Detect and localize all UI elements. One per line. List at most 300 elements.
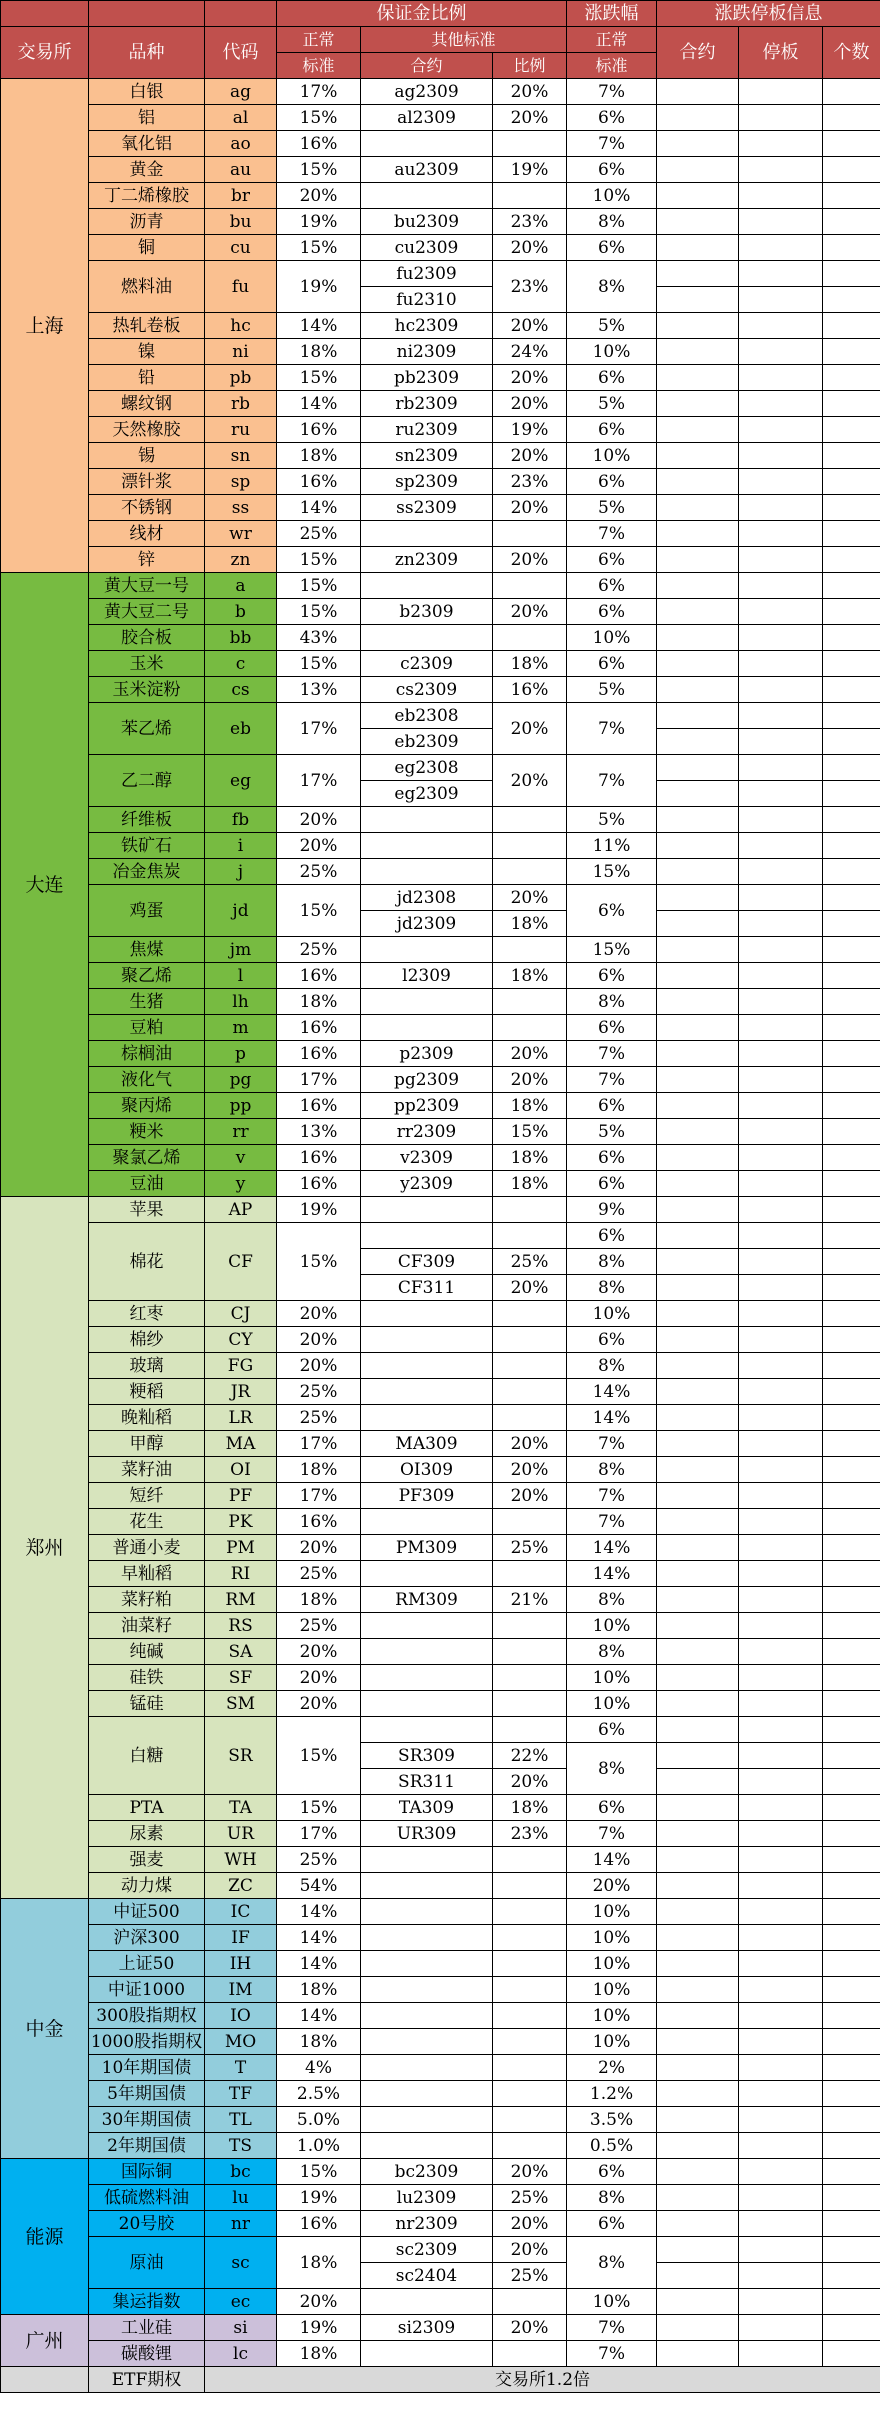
contract-cell bbox=[361, 1379, 493, 1405]
contract-cell bbox=[361, 807, 493, 833]
margin-normal: 18% bbox=[277, 2029, 361, 2055]
contract-ratio bbox=[493, 521, 567, 547]
limit-normal: 5% bbox=[567, 1119, 657, 1145]
info-contract-cell bbox=[657, 157, 739, 183]
variety-code: pp bbox=[205, 1093, 277, 1119]
info-halt-cell bbox=[739, 209, 823, 235]
info-contract-cell bbox=[657, 625, 739, 651]
info-contract-cell bbox=[657, 1015, 739, 1041]
contract-cell bbox=[361, 1015, 493, 1041]
footer-note: 交易所1.2倍 bbox=[205, 2367, 880, 2393]
limit-normal: 7% bbox=[567, 1483, 657, 1509]
contract-cell: p2309 bbox=[361, 1041, 493, 1067]
contract-ratio: 20% bbox=[493, 313, 567, 339]
info-halt-cell bbox=[739, 1405, 823, 1431]
info-contract-cell bbox=[657, 1353, 739, 1379]
table-row bbox=[1, 1899, 880, 1925]
info-contract-cell bbox=[657, 1509, 739, 1535]
contract-ratio: 20% bbox=[493, 2159, 567, 2185]
info-halt-cell bbox=[739, 339, 823, 365]
info-contract-cell bbox=[657, 1977, 739, 2003]
info-halt-cell bbox=[739, 1639, 823, 1665]
info-halt-cell bbox=[739, 963, 823, 989]
info-count-cell bbox=[823, 495, 880, 521]
variety-name: 白银 bbox=[89, 79, 205, 105]
variety-code: UR bbox=[205, 1821, 277, 1847]
contract-cell bbox=[361, 1691, 493, 1717]
variety-name: 生猪 bbox=[89, 989, 205, 1015]
margin-normal: 15% bbox=[277, 365, 361, 391]
margin-normal: 14% bbox=[277, 391, 361, 417]
contract-cell: eb2309 bbox=[361, 729, 493, 755]
contract-ratio: 25% bbox=[493, 1249, 567, 1275]
margin-normal: 17% bbox=[277, 1067, 361, 1093]
limit-normal: 10% bbox=[567, 1613, 657, 1639]
contract-ratio: 20% bbox=[493, 755, 567, 807]
contract-ratio bbox=[493, 1639, 567, 1665]
info-count-cell bbox=[823, 183, 880, 209]
info-count-cell bbox=[823, 1067, 880, 1093]
contract-ratio: 25% bbox=[493, 1535, 567, 1561]
variety-code: a bbox=[205, 573, 277, 599]
variety-name: PTA bbox=[89, 1795, 205, 1821]
info-contract-cell bbox=[657, 1899, 739, 1925]
margin-normal: 16% bbox=[277, 1145, 361, 1171]
info-contract-cell bbox=[657, 469, 739, 495]
info-halt-cell bbox=[739, 755, 823, 781]
limit-normal: 7% bbox=[567, 2341, 657, 2367]
variety-name: 锡 bbox=[89, 443, 205, 469]
info-contract-cell bbox=[657, 1405, 739, 1431]
variety-name: 原油 bbox=[89, 2237, 205, 2289]
contract-ratio: 18% bbox=[493, 911, 567, 937]
variety-code: sp bbox=[205, 469, 277, 495]
info-contract-cell bbox=[657, 599, 739, 625]
variety-name: 聚氯乙烯 bbox=[89, 1145, 205, 1171]
contract-cell: lu2309 bbox=[361, 2185, 493, 2211]
variety-name: 粳米 bbox=[89, 1119, 205, 1145]
info-contract-cell bbox=[657, 521, 739, 547]
variety-name: 5年期国债 bbox=[89, 2081, 205, 2107]
variety-name: 碳酸锂 bbox=[89, 2341, 205, 2367]
limit-normal: 15% bbox=[567, 937, 657, 963]
contract-cell: PF309 bbox=[361, 1483, 493, 1509]
margin-normal: 1.0% bbox=[277, 2133, 361, 2159]
variety-name: 1000股指期权 bbox=[89, 2029, 205, 2055]
info-halt-cell bbox=[739, 521, 823, 547]
margin-normal: 54% bbox=[277, 1873, 361, 1899]
info-contract-cell bbox=[657, 2289, 739, 2315]
info-contract-cell bbox=[657, 1535, 739, 1561]
info-contract-cell bbox=[657, 1093, 739, 1119]
info-contract-cell bbox=[657, 1665, 739, 1691]
contract-cell: UR309 bbox=[361, 1821, 493, 1847]
table-row bbox=[1, 1873, 880, 1899]
limit-normal: 8% bbox=[567, 261, 657, 313]
info-contract-cell bbox=[657, 2055, 739, 2081]
contract-ratio: 20% bbox=[493, 1769, 567, 1795]
info-count-cell bbox=[823, 2289, 880, 2315]
info-contract-cell bbox=[657, 885, 739, 911]
info-contract-cell bbox=[657, 1249, 739, 1275]
variety-name: 棉纱 bbox=[89, 1327, 205, 1353]
info-halt-cell bbox=[739, 1249, 823, 1275]
variety-code: IM bbox=[205, 1977, 277, 2003]
header-row-1 bbox=[1, 1, 880, 27]
margin-normal: 19% bbox=[277, 261, 361, 313]
limit-normal: 10% bbox=[567, 1899, 657, 1925]
limit-normal: 8% bbox=[567, 1275, 657, 1301]
info-count-cell bbox=[823, 2341, 880, 2367]
info-halt-cell bbox=[739, 1613, 823, 1639]
info-count-cell bbox=[823, 287, 880, 313]
table-row bbox=[1, 2289, 880, 2315]
margin-normal: 14% bbox=[277, 1951, 361, 1977]
table-row bbox=[1, 1197, 880, 1223]
variety-name: 中证500 bbox=[89, 1899, 205, 1925]
info-count-cell bbox=[823, 1041, 880, 1067]
contract-ratio: 20% bbox=[493, 79, 567, 105]
contract-ratio bbox=[493, 1691, 567, 1717]
info-contract-cell bbox=[657, 1067, 739, 1093]
limit-normal: 7% bbox=[567, 131, 657, 157]
info-contract-cell bbox=[657, 313, 739, 339]
contract-cell bbox=[361, 1977, 493, 2003]
variety-code: TF bbox=[205, 2081, 277, 2107]
margin-normal: 25% bbox=[277, 1379, 361, 1405]
contract-cell: pp2309 bbox=[361, 1093, 493, 1119]
variety-name: 苹果 bbox=[89, 1197, 205, 1223]
contract-cell: jd2308 bbox=[361, 885, 493, 911]
info-halt-cell bbox=[739, 2055, 823, 2081]
info-halt-cell bbox=[739, 391, 823, 417]
contract-ratio bbox=[493, 2003, 567, 2029]
contract-ratio bbox=[493, 1379, 567, 1405]
info-count-cell bbox=[823, 885, 880, 911]
variety-name: 线材 bbox=[89, 521, 205, 547]
info-contract-cell bbox=[657, 391, 739, 417]
table-row bbox=[1, 2185, 880, 2211]
contract-ratio: 20% bbox=[493, 2237, 567, 2263]
table-row bbox=[1, 1951, 880, 1977]
margin-normal: 15% bbox=[277, 105, 361, 131]
info-contract-cell bbox=[657, 1847, 739, 1873]
exchange-name: 广州 bbox=[1, 2315, 89, 2367]
limit-normal: 6% bbox=[567, 2211, 657, 2237]
contract-ratio bbox=[493, 807, 567, 833]
table-row bbox=[1, 1119, 880, 1145]
contract-ratio bbox=[493, 2289, 567, 2315]
info-halt-cell bbox=[739, 1587, 823, 1613]
contract-cell: pb2309 bbox=[361, 365, 493, 391]
contract-ratio: 25% bbox=[493, 2185, 567, 2211]
info-halt-cell bbox=[739, 495, 823, 521]
info-count-cell bbox=[823, 2055, 880, 2081]
info-count-cell bbox=[823, 1613, 880, 1639]
info-count-cell bbox=[823, 1327, 880, 1353]
variety-name: 胶合板 bbox=[89, 625, 205, 651]
variety-name: 天然橡胶 bbox=[89, 417, 205, 443]
contract-cell: RM309 bbox=[361, 1587, 493, 1613]
info-count-cell bbox=[823, 1665, 880, 1691]
info-halt-cell bbox=[739, 1353, 823, 1379]
info-halt-cell bbox=[739, 287, 823, 313]
table-row bbox=[1, 1613, 880, 1639]
info-count-cell bbox=[823, 1977, 880, 2003]
margin-normal: 15% bbox=[277, 235, 361, 261]
info-halt-cell bbox=[739, 833, 823, 859]
variety-name: 黄大豆二号 bbox=[89, 599, 205, 625]
margin-normal: 25% bbox=[277, 937, 361, 963]
contract-ratio: 22% bbox=[493, 1743, 567, 1769]
header-limit: 涨跌幅 bbox=[567, 1, 657, 27]
margin-normal: 13% bbox=[277, 677, 361, 703]
info-count-cell bbox=[823, 1301, 880, 1327]
table-row bbox=[1, 1093, 880, 1119]
variety-code: b bbox=[205, 599, 277, 625]
info-count-cell bbox=[823, 729, 880, 755]
contract-cell bbox=[361, 1847, 493, 1873]
info-count-cell bbox=[823, 261, 880, 287]
variety-name: 强麦 bbox=[89, 1847, 205, 1873]
contract-cell: ru2309 bbox=[361, 417, 493, 443]
table-row bbox=[1, 2055, 880, 2081]
limit-normal: 15% bbox=[567, 859, 657, 885]
info-contract-cell bbox=[657, 79, 739, 105]
margin-normal: 18% bbox=[277, 1977, 361, 2003]
variety-code: CF bbox=[205, 1223, 277, 1301]
footer-row bbox=[1, 2367, 880, 2393]
limit-normal: 10% bbox=[567, 2029, 657, 2055]
contract-cell: CF311 bbox=[361, 1275, 493, 1301]
info-count-cell bbox=[823, 105, 880, 131]
margin-normal: 17% bbox=[277, 1483, 361, 1509]
info-halt-cell bbox=[739, 781, 823, 807]
limit-normal: 10% bbox=[567, 183, 657, 209]
contract-cell bbox=[361, 1327, 493, 1353]
info-count-cell bbox=[823, 1873, 880, 1899]
header-exchange: 交易所 bbox=[1, 27, 89, 79]
info-halt-cell bbox=[739, 1171, 823, 1197]
info-halt-cell bbox=[739, 1795, 823, 1821]
info-halt-cell bbox=[739, 1873, 823, 1899]
contract-cell: sn2309 bbox=[361, 443, 493, 469]
info-contract-cell bbox=[657, 1951, 739, 1977]
variety-name: 红枣 bbox=[89, 1301, 205, 1327]
contract-cell: rr2309 bbox=[361, 1119, 493, 1145]
info-halt-cell bbox=[739, 573, 823, 599]
limit-normal: 10% bbox=[567, 625, 657, 651]
contract-ratio: 20% bbox=[493, 495, 567, 521]
contract-ratio bbox=[493, 2341, 567, 2367]
table-row bbox=[1, 495, 880, 521]
info-halt-cell bbox=[739, 703, 823, 729]
limit-normal: 6% bbox=[567, 963, 657, 989]
info-count-cell bbox=[823, 1509, 880, 1535]
margin-normal: 18% bbox=[277, 1587, 361, 1613]
variety-code: PM bbox=[205, 1535, 277, 1561]
table-row bbox=[1, 1327, 880, 1353]
info-count-cell bbox=[823, 469, 880, 495]
contract-cell bbox=[361, 1951, 493, 1977]
table-row bbox=[1, 1431, 880, 1457]
table-row bbox=[1, 1665, 880, 1691]
contract-cell: v2309 bbox=[361, 1145, 493, 1171]
variety-code: IH bbox=[205, 1951, 277, 1977]
margin-normal: 16% bbox=[277, 1171, 361, 1197]
variety-code: bu bbox=[205, 209, 277, 235]
variety-code: eg bbox=[205, 755, 277, 807]
limit-normal: 1.2% bbox=[567, 2081, 657, 2107]
info-halt-cell bbox=[739, 1431, 823, 1457]
limit-normal: 14% bbox=[567, 1405, 657, 1431]
margin-normal: 15% bbox=[277, 651, 361, 677]
info-halt-cell bbox=[739, 365, 823, 391]
info-contract-cell bbox=[657, 1743, 739, 1769]
info-contract-cell bbox=[657, 2315, 739, 2341]
limit-normal: 6% bbox=[567, 1145, 657, 1171]
margin-normal: 14% bbox=[277, 2003, 361, 2029]
info-halt-cell bbox=[739, 131, 823, 157]
info-count-cell bbox=[823, 1587, 880, 1613]
variety-name: 不锈钢 bbox=[89, 495, 205, 521]
limit-normal: 8% bbox=[567, 2237, 657, 2289]
info-halt-cell bbox=[739, 1847, 823, 1873]
limit-normal: 6% bbox=[567, 105, 657, 131]
table-row bbox=[1, 573, 880, 599]
info-count-cell bbox=[823, 1925, 880, 1951]
variety-code: nr bbox=[205, 2211, 277, 2237]
info-contract-cell bbox=[657, 1613, 739, 1639]
limit-normal: 10% bbox=[567, 1301, 657, 1327]
variety-code: zn bbox=[205, 547, 277, 573]
info-count-cell bbox=[823, 781, 880, 807]
contract-ratio: 20% bbox=[493, 2315, 567, 2341]
contract-ratio: 20% bbox=[493, 1431, 567, 1457]
variety-name: 10年期国债 bbox=[89, 2055, 205, 2081]
margin-normal: 16% bbox=[277, 417, 361, 443]
contract-cell bbox=[361, 1639, 493, 1665]
info-contract-cell bbox=[657, 2159, 739, 2185]
info-halt-cell bbox=[739, 417, 823, 443]
info-halt-cell bbox=[739, 1821, 823, 1847]
limit-normal: 6% bbox=[567, 1795, 657, 1821]
info-contract-cell bbox=[657, 1483, 739, 1509]
contract-cell bbox=[361, 2341, 493, 2367]
margin-normal: 25% bbox=[277, 521, 361, 547]
info-halt-cell bbox=[739, 1925, 823, 1951]
variety-name: 白糖 bbox=[89, 1717, 205, 1795]
margin-normal: 17% bbox=[277, 1431, 361, 1457]
table-row bbox=[1, 937, 880, 963]
limit-normal: 0.5% bbox=[567, 2133, 657, 2159]
table-row bbox=[1, 365, 880, 391]
variety-name: 丁二烯橡胶 bbox=[89, 183, 205, 209]
info-count-cell bbox=[823, 1093, 880, 1119]
limit-normal: 6% bbox=[567, 547, 657, 573]
info-contract-cell bbox=[657, 703, 739, 729]
header-ratio: 比例 bbox=[493, 53, 567, 79]
table-row bbox=[1, 443, 880, 469]
contract-ratio bbox=[493, 1847, 567, 1873]
variety-code: c bbox=[205, 651, 277, 677]
variety-name: 镍 bbox=[89, 339, 205, 365]
info-contract-cell bbox=[657, 651, 739, 677]
info-contract-cell bbox=[657, 781, 739, 807]
info-contract-cell bbox=[657, 1561, 739, 1587]
contract-cell bbox=[361, 2029, 493, 2055]
margin-normal: 18% bbox=[277, 443, 361, 469]
contract-cell: OI309 bbox=[361, 1457, 493, 1483]
contract-ratio: 23% bbox=[493, 261, 567, 313]
table-row bbox=[1, 261, 880, 287]
variety-name: 鸡蛋 bbox=[89, 885, 205, 937]
info-count-cell bbox=[823, 573, 880, 599]
margin-normal: 25% bbox=[277, 1847, 361, 1873]
exchange-name: 郑州 bbox=[1, 1197, 89, 1899]
variety-name: 螺纹钢 bbox=[89, 391, 205, 417]
variety-code: T bbox=[205, 2055, 277, 2081]
margin-normal: 16% bbox=[277, 1093, 361, 1119]
contract-ratio: 18% bbox=[493, 1171, 567, 1197]
margin-normal: 15% bbox=[277, 1717, 361, 1795]
info-count-cell bbox=[823, 2133, 880, 2159]
limit-normal: 7% bbox=[567, 755, 657, 807]
info-count-cell bbox=[823, 963, 880, 989]
margin-normal: 13% bbox=[277, 1119, 361, 1145]
variety-code: SR bbox=[205, 1717, 277, 1795]
info-halt-cell bbox=[739, 1093, 823, 1119]
contract-cell bbox=[361, 625, 493, 651]
info-contract-cell bbox=[657, 547, 739, 573]
table-row bbox=[1, 2133, 880, 2159]
info-count-cell bbox=[823, 2263, 880, 2289]
contract-ratio bbox=[493, 2133, 567, 2159]
table-row bbox=[1, 2237, 880, 2263]
info-count-cell bbox=[823, 365, 880, 391]
contract-cell: cs2309 bbox=[361, 677, 493, 703]
variety-code: jd bbox=[205, 885, 277, 937]
contract-ratio: 18% bbox=[493, 1795, 567, 1821]
variety-code: MA bbox=[205, 1431, 277, 1457]
limit-normal: 5% bbox=[567, 677, 657, 703]
info-contract-cell bbox=[657, 1925, 739, 1951]
variety-code: ss bbox=[205, 495, 277, 521]
table-row bbox=[1, 2081, 880, 2107]
variety-name: 氧化铝 bbox=[89, 131, 205, 157]
contract-ratio: 18% bbox=[493, 1145, 567, 1171]
variety-name: 低硫燃料油 bbox=[89, 2185, 205, 2211]
info-contract-cell bbox=[657, 729, 739, 755]
limit-normal: 10% bbox=[567, 2003, 657, 2029]
table-row bbox=[1, 599, 880, 625]
table-row bbox=[1, 755, 880, 781]
variety-name: 工业硅 bbox=[89, 2315, 205, 2341]
variety-name: 棉花 bbox=[89, 1223, 205, 1301]
contract-ratio: 20% bbox=[493, 1041, 567, 1067]
info-contract-cell bbox=[657, 2081, 739, 2107]
info-count-cell bbox=[823, 1379, 880, 1405]
info-count-cell bbox=[823, 1951, 880, 1977]
variety-code: jm bbox=[205, 937, 277, 963]
info-contract-cell bbox=[657, 937, 739, 963]
header-blank bbox=[205, 1, 277, 27]
variety-name: 豆粕 bbox=[89, 1015, 205, 1041]
contract-ratio: 23% bbox=[493, 469, 567, 495]
margin-normal: 20% bbox=[277, 807, 361, 833]
info-halt-cell bbox=[739, 547, 823, 573]
table-row bbox=[1, 2107, 880, 2133]
